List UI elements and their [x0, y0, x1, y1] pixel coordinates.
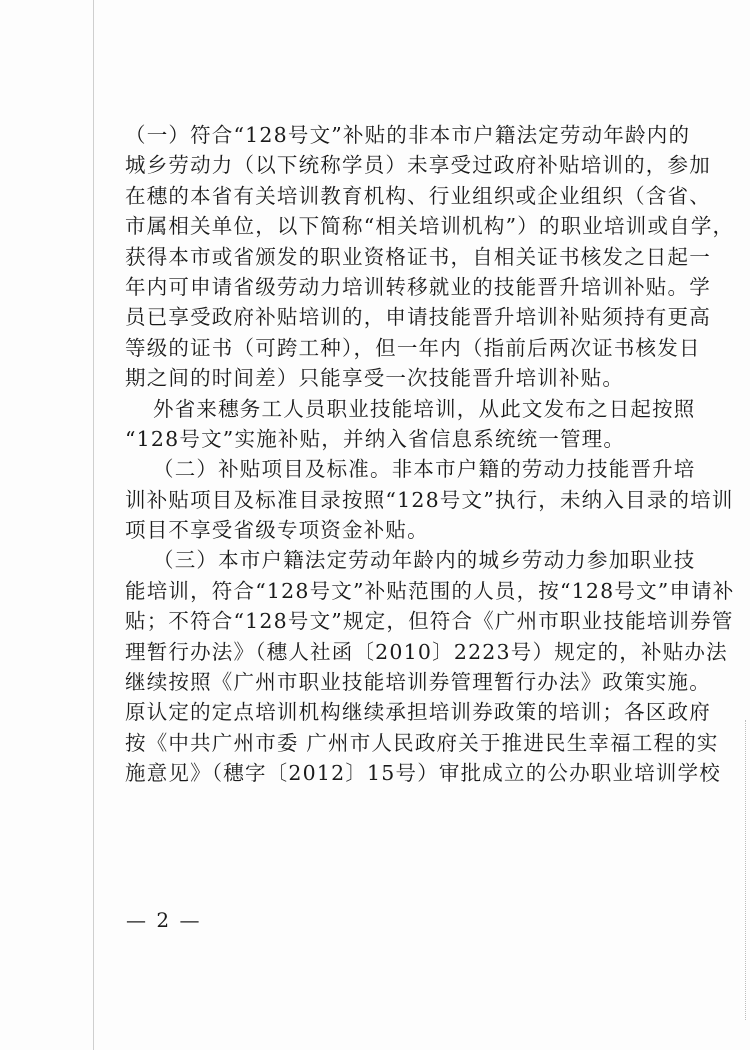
text-line: 市属相关单位，以下简称“相关培训机构”）的职业培训或自学，	[125, 214, 735, 239]
text-line: 施意见》（穗字〔2012〕15号）审批成立的公办职业培训学校	[125, 761, 722, 786]
text-line: 项目不享受省级专项资金补贴。	[125, 518, 429, 543]
text-line: 训补贴项目及标准目录按照“128号文”执行，未纳入目录的培训	[125, 487, 734, 512]
text-line: 按《中共广州市委 广州市人民政府关于推进民生幸福工程的实	[125, 730, 719, 755]
text-line: 继续按照《广州市职业技能培训券管理暂行办法》政策实施。	[125, 670, 711, 695]
text-line: 年内可申请省级劳动力培训转移就业的技能晋升培训补贴。学	[125, 274, 711, 299]
text-line: 能培训，符合“128号文”补贴范围的人员，按“128号文”申请补	[125, 578, 735, 603]
text-line: （二）补贴项目及标准。非本市户籍的劳动力技能晋升培	[153, 457, 696, 482]
scan-edge-artifact	[743, 720, 746, 1020]
text-line: 城乡劳动力（以下统称学员）未享受过政府补贴培训的，参加	[125, 153, 711, 178]
text-line: 原认定的定点培训机构继续承担培训券政策的培训；各区政府	[125, 700, 711, 725]
text-line: 贴；不符合“128号文”规定，但符合《广州市职业技能培训券管	[125, 609, 734, 634]
text-line: 等级的证书（可跨工种），但一年内（指前后两次证书核发日	[125, 335, 701, 360]
text-line: “128号文”实施补贴，并纳入省信息系统统一管理。	[125, 426, 626, 451]
binding-margin-line	[93, 0, 94, 1050]
text-line: 在穗的本省有关培训教育机构、行业组织或企业组织（含省、	[125, 183, 711, 208]
page-number: — 2 —	[126, 908, 202, 932]
text-line: （三）本市户籍法定劳动年龄内的城乡劳动力参加职业技	[153, 548, 696, 573]
body-text	[125, 120, 735, 789]
text-line: 期之间的时间差）只能享受一次技能晋升培训补贴。	[125, 366, 625, 391]
text-line: （一）符合“128号文”补贴的非本市户籍法定劳动年龄内的	[125, 123, 691, 147]
text-line: 理暂行办法》（穗人社函〔2010〕2223号）规定的，补贴办法	[125, 639, 728, 664]
text-line: 员已享受政府补贴培训的，申请技能晋升培训补贴须持有更高	[125, 305, 711, 330]
text-line: 获得本市或省颁发的职业资格证书，自相关证书核发之日起一	[125, 244, 711, 269]
text-line: 外省来穗务工人员职业技能培训，从此文发布之日起按照	[153, 396, 696, 421]
